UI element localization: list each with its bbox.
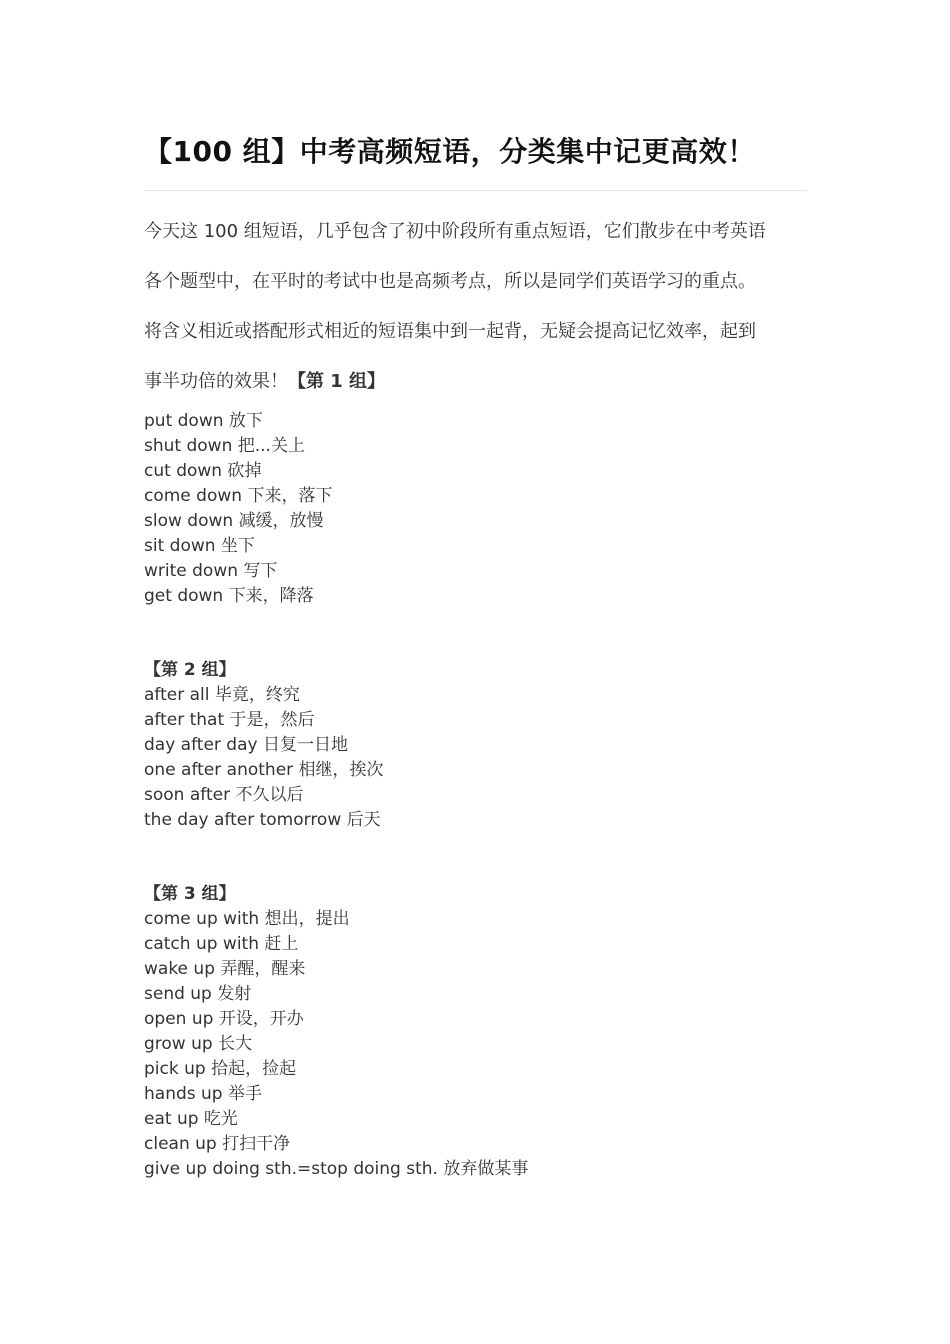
list-item: wake up 弄醒，醒来 [144, 959, 306, 979]
group-1-heading: 【第 1 组】 [288, 371, 386, 392]
list-item: come down 下来，落下 [144, 486, 333, 506]
intro-line-text: 事半功倍的效果！ [144, 371, 288, 392]
list-item: come up with 想出，提出 [144, 909, 350, 929]
intro-line: 将含义相近或搭配形式相近的短语集中到一起背，无疑会提高记忆效率，起到 [144, 321, 756, 342]
list-item: catch up with 赶上 [144, 934, 299, 954]
list-item: pick up 拾起，捡起 [144, 1059, 297, 1079]
intro-line-last [144, 357, 807, 407]
group-3-heading: 【第 3 组】 [144, 884, 236, 904]
list-item: give up doing sth.=stop doing sth. 放弃做某事 [144, 1159, 529, 1179]
intro-line: 今天这 100 组短语，几乎包含了初中阶段所有重点短语，它们散步在中考英语 [144, 221, 766, 242]
list-item: one after another 相继，挨次 [144, 760, 384, 780]
intro-line: 各个题型中，在平时的考试中也是高频考点，所以是同学们英语学习的重点。 [144, 271, 756, 292]
group-2-phrase-list [144, 683, 807, 833]
list-item: clean up 打扫干净 [144, 1134, 291, 1154]
list-item: sit down 坐下 [144, 536, 255, 556]
group-2-heading: 【第 2 组】 [144, 660, 236, 680]
list-item: after all 毕竟，终究 [144, 685, 300, 705]
list-item: eat up 吃光 [144, 1109, 238, 1129]
group-1-phrase-list [144, 409, 807, 609]
list-item: write down 写下 [144, 561, 278, 581]
list-item: soon after 不久以后 [144, 785, 304, 805]
group-2 [144, 658, 807, 833]
intro-paragraph [144, 207, 807, 407]
list-item: shut down 把...关上 [144, 436, 305, 456]
list-item: get down 下来，降落 [144, 586, 314, 606]
list-item: day after day 日复一日地 [144, 735, 348, 755]
title-divider [144, 190, 807, 191]
list-item: cut down 砍掉 [144, 461, 262, 481]
group-3 [144, 882, 807, 1182]
page-title: 【100 组】中考高频短语，分类集中记更高效！ [144, 135, 756, 168]
list-item: grow up 长大 [144, 1034, 253, 1054]
list-item: slow down 减缓，放慢 [144, 511, 324, 531]
group-3-phrase-list [144, 907, 807, 1182]
article [144, 128, 807, 1182]
list-item: the day after tomorrow 后天 [144, 810, 381, 830]
list-item: hands up 举手 [144, 1084, 262, 1104]
list-item: send up 发射 [144, 984, 252, 1004]
list-item: after that 于是，然后 [144, 710, 315, 730]
list-item: put down 放下 [144, 411, 263, 431]
list-item: open up 开设，开办 [144, 1009, 304, 1029]
